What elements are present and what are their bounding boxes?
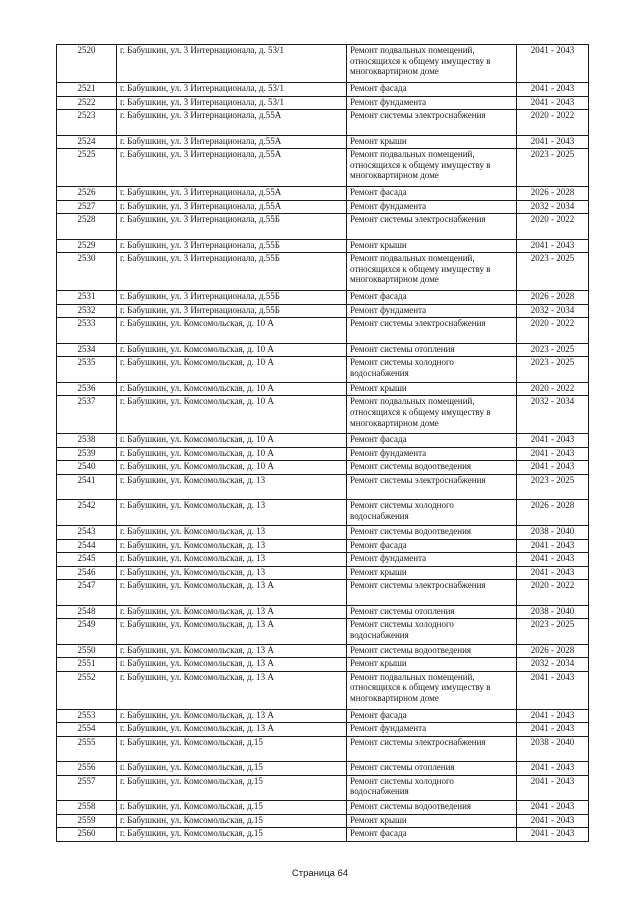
row-number-cell: 2536	[57, 382, 117, 396]
period-cell: 2032 - 2034	[517, 658, 589, 672]
row-number-cell: 2551	[57, 658, 117, 672]
table-row	[57, 149, 589, 187]
work-type-cell: Ремонт подвальных помещений, относящихся к общему имуществу в многоквартирном доме	[347, 671, 517, 709]
table-row	[57, 526, 589, 540]
row-number-cell: 2537	[57, 396, 117, 434]
table-row	[57, 474, 589, 500]
period-cell: 2023 - 2025	[517, 357, 589, 383]
period-cell: 2032 - 2034	[517, 396, 589, 434]
address-cell: г. Бабушкин, ул. 3 Интернационала, д.55Б	[117, 304, 347, 318]
address-cell: г. Бабушкин, ул. Комсомольская, д. 13	[117, 553, 347, 567]
row-number-cell: 2555	[57, 736, 117, 762]
work-type-cell: Ремонт системы отопления	[347, 762, 517, 776]
period-cell: 2020 - 2022	[517, 382, 589, 396]
table-row	[57, 110, 589, 136]
period-cell: 2041 - 2043	[517, 447, 589, 461]
row-number-cell: 2560	[57, 828, 117, 842]
address-cell: г. Бабушкин, ул. 3 Интернационала, д.55Б	[117, 214, 347, 240]
table-row	[57, 83, 589, 97]
work-type-cell: Ремонт подвальных помещений, относящихся к общему имуществу в многоквартирном доме	[347, 396, 517, 434]
row-number-cell: 2525	[57, 149, 117, 187]
row-number-cell: 2553	[57, 709, 117, 723]
address-cell: г. Бабушкин, ул. Комсомольская, д. 13	[117, 566, 347, 580]
work-type-cell: Ремонт крыши	[347, 814, 517, 828]
address-cell: г. Бабушкин, ул. Комсомольская, д. 10 А	[117, 396, 347, 434]
table-row	[57, 461, 589, 475]
work-type-cell: Ремонт системы электроснабжения	[347, 110, 517, 136]
address-cell: г. Бабушкин, ул. Комсомольская, д.15	[117, 814, 347, 828]
row-number-cell: 2523	[57, 110, 117, 136]
table-row	[57, 434, 589, 448]
table-row	[57, 553, 589, 567]
row-number-cell: 2552	[57, 671, 117, 709]
address-cell: г. Бабушкин, ул. Комсомольская, д. 13	[117, 539, 347, 553]
table-row	[57, 775, 589, 801]
table-row	[57, 304, 589, 318]
table-row	[57, 187, 589, 201]
row-number-cell: 2547	[57, 580, 117, 606]
work-type-cell: Ремонт фундамента	[347, 553, 517, 567]
period-cell: 2041 - 2043	[517, 239, 589, 253]
work-type-cell: Ремонт фундамента	[347, 96, 517, 110]
row-number-cell: 2545	[57, 553, 117, 567]
table-row	[57, 539, 589, 553]
work-type-cell: Ремонт фасада	[347, 434, 517, 448]
row-number-cell: 2535	[57, 357, 117, 383]
work-type-cell: Ремонт системы водоотведения	[347, 526, 517, 540]
row-number-cell: 2549	[57, 619, 117, 645]
period-cell: 2023 - 2025	[517, 149, 589, 187]
work-type-cell: Ремонт системы холодного водоснабжения	[347, 619, 517, 645]
table-row	[57, 318, 589, 344]
table-row	[57, 762, 589, 776]
work-type-cell: Ремонт системы холодного водоснабжения	[347, 775, 517, 801]
row-number-cell: 2548	[57, 605, 117, 619]
work-type-cell: Ремонт системы холодного водоснабжения	[347, 500, 517, 526]
period-cell: 2020 - 2022	[517, 580, 589, 606]
work-type-cell: Ремонт системы отопления	[347, 343, 517, 357]
address-cell: г. Бабушкин, ул. Комсомольская, д. 13 А	[117, 580, 347, 606]
period-cell: 2041 - 2043	[517, 775, 589, 801]
address-cell: г. Бабушкин, ул. 3 Интернационала, д.55Б	[117, 253, 347, 291]
row-number-cell: 2550	[57, 644, 117, 658]
work-type-cell: Ремонт системы электроснабжения	[347, 580, 517, 606]
address-cell: г. Бабушкин, ул. 3 Интернационала, д. 53/1	[117, 45, 347, 83]
period-cell: 2041 - 2043	[517, 762, 589, 776]
period-cell: 2020 - 2022	[517, 110, 589, 136]
row-number-cell: 2554	[57, 723, 117, 737]
address-cell: г. Бабушкин, ул. Комсомольская, д. 10 А	[117, 447, 347, 461]
row-number-cell: 2540	[57, 461, 117, 475]
period-cell: 2026 - 2028	[517, 500, 589, 526]
row-number-cell: 2521	[57, 83, 117, 97]
row-number-cell: 2544	[57, 539, 117, 553]
work-type-cell: Ремонт фундамента	[347, 200, 517, 214]
address-cell: г. Бабушкин, ул. 3 Интернационала, д.55А	[117, 149, 347, 187]
period-cell: 2026 - 2028	[517, 644, 589, 658]
table-row	[57, 382, 589, 396]
address-cell: г. Бабушкин, ул. 3 Интернационала, д.55А	[117, 187, 347, 201]
period-cell: 2023 - 2025	[517, 619, 589, 645]
address-cell: г. Бабушкин, ул. Комсомольская, д.15	[117, 801, 347, 815]
table-row	[57, 814, 589, 828]
period-cell: 2032 - 2034	[517, 304, 589, 318]
work-type-cell: Ремонт фасада	[347, 291, 517, 305]
work-type-cell: Ремонт фасада	[347, 187, 517, 201]
period-cell: 2041 - 2043	[517, 709, 589, 723]
address-cell: г. Бабушкин, ул. Комсомольская, д.15	[117, 828, 347, 842]
work-type-cell: Ремонт системы водоотведения	[347, 461, 517, 475]
address-cell: г. Бабушкин, ул. Комсомольская, д. 13 А	[117, 619, 347, 645]
period-cell: 2038 - 2040	[517, 736, 589, 762]
address-cell: г. Бабушкин, ул. Комсомольская, д. 13	[117, 526, 347, 540]
address-cell: г. Бабушкин, ул. Комсомольская, д. 13 А	[117, 658, 347, 672]
work-type-cell: Ремонт крыши	[347, 566, 517, 580]
period-cell: 2041 - 2043	[517, 723, 589, 737]
row-number-cell: 2546	[57, 566, 117, 580]
period-cell: 2026 - 2028	[517, 291, 589, 305]
table-row	[57, 828, 589, 842]
address-cell: г. Бабушкин, ул. Комсомольская, д. 13 А	[117, 644, 347, 658]
period-cell: 2023 - 2025	[517, 474, 589, 500]
work-type-cell: Ремонт крыши	[347, 658, 517, 672]
work-type-cell: Ремонт фундамента	[347, 304, 517, 318]
row-number-cell: 2538	[57, 434, 117, 448]
table-row	[57, 253, 589, 291]
period-cell: 2020 - 2022	[517, 318, 589, 344]
row-number-cell: 2527	[57, 200, 117, 214]
table-row	[57, 580, 589, 606]
period-cell: 2032 - 2034	[517, 200, 589, 214]
address-cell: г. Бабушкин, ул. 3 Интернационала, д. 53/1	[117, 83, 347, 97]
address-cell: г. Бабушкин, ул. Комсомольская, д. 13 А	[117, 605, 347, 619]
work-type-cell: Ремонт фасада	[347, 828, 517, 842]
row-number-cell: 2532	[57, 304, 117, 318]
row-number-cell: 2556	[57, 762, 117, 776]
row-number-cell: 2533	[57, 318, 117, 344]
table-row	[57, 200, 589, 214]
table-row	[57, 291, 589, 305]
table-row	[57, 605, 589, 619]
table-row	[57, 723, 589, 737]
table-row	[57, 135, 589, 149]
address-cell: г. Бабушкин, ул. 3 Интернационала, д.55А	[117, 135, 347, 149]
work-type-cell: Ремонт системы отопления	[347, 605, 517, 619]
period-cell: 2041 - 2043	[517, 539, 589, 553]
work-type-cell: Ремонт фасада	[347, 539, 517, 553]
address-cell: г. Бабушкин, ул. 3 Интернационала, д. 53/1	[117, 96, 347, 110]
address-cell: г. Бабушкин, ул. Комсомольская, д.15	[117, 762, 347, 776]
table-row	[57, 96, 589, 110]
address-cell: г. Бабушкин, ул. Комсомольская, д. 10 А	[117, 434, 347, 448]
row-number-cell: 2529	[57, 239, 117, 253]
address-cell: г. Бабушкин, ул. Комсомольская, д. 13 А	[117, 709, 347, 723]
row-number-cell: 2520	[57, 45, 117, 83]
period-cell: 2041 - 2043	[517, 434, 589, 448]
address-cell: г. Бабушкин, ул. Комсомольская, д.15	[117, 736, 347, 762]
period-cell: 2023 - 2025	[517, 253, 589, 291]
table-row	[57, 500, 589, 526]
address-cell: г. Бабушкин, ул. Комсомольская, д. 10 А	[117, 382, 347, 396]
work-type-cell: Ремонт системы холодного водоснабжения	[347, 357, 517, 383]
period-cell: 2041 - 2043	[517, 566, 589, 580]
address-cell: г. Бабушкин, ул. Комсомольская, д.15	[117, 775, 347, 801]
work-type-cell: Ремонт фасада	[347, 83, 517, 97]
period-cell: 2041 - 2043	[517, 553, 589, 567]
work-type-cell: Ремонт системы электроснабжения	[347, 214, 517, 240]
page-footer: Страница 64	[291, 868, 349, 879]
period-cell: 2041 - 2043	[517, 135, 589, 149]
row-number-cell: 2534	[57, 343, 117, 357]
work-type-cell: Ремонт фундамента	[347, 723, 517, 737]
row-number-cell: 2539	[57, 447, 117, 461]
period-cell: 2041 - 2043	[517, 461, 589, 475]
row-number-cell: 2557	[57, 775, 117, 801]
period-cell: 2041 - 2043	[517, 801, 589, 815]
table-row	[57, 45, 589, 83]
address-cell: г. Бабушкин, ул. Комсомольская, д. 13	[117, 474, 347, 500]
address-cell: г. Бабушкин, ул. 3 Интернационала, д.55А	[117, 200, 347, 214]
work-type-cell: Ремонт подвальных помещений, относящихся к общему имуществу в многоквартирном доме	[347, 253, 517, 291]
period-cell: 2026 - 2028	[517, 187, 589, 201]
address-cell: г. Бабушкин, ул. Комсомольская, д. 13 А	[117, 671, 347, 709]
address-cell: г. Бабушкин, ул. 3 Интернационала, д.55Б	[117, 239, 347, 253]
table-row	[57, 801, 589, 815]
work-type-cell: Ремонт крыши	[347, 382, 517, 396]
address-cell: г. Бабушкин, ул. Комсомольская, д. 13 А	[117, 723, 347, 737]
period-cell: 2020 - 2022	[517, 214, 589, 240]
work-type-cell: Ремонт фундамента	[347, 447, 517, 461]
table-row	[57, 709, 589, 723]
table-row	[57, 447, 589, 461]
table-body	[57, 45, 589, 842]
period-cell: 2041 - 2043	[517, 83, 589, 97]
row-number-cell: 2524	[57, 135, 117, 149]
table-row	[57, 736, 589, 762]
period-cell: 2041 - 2043	[517, 96, 589, 110]
row-number-cell: 2559	[57, 814, 117, 828]
row-number-cell: 2541	[57, 474, 117, 500]
address-cell: г. Бабушкин, ул. 3 Интернационала, д.55А	[117, 110, 347, 136]
row-number-cell: 2526	[57, 187, 117, 201]
address-cell: г. Бабушкин, ул. Комсомольская, д. 10 А	[117, 343, 347, 357]
table-row	[57, 658, 589, 672]
row-number-cell: 2522	[57, 96, 117, 110]
work-type-cell: Ремонт системы водоотведения	[347, 801, 517, 815]
work-type-cell: Ремонт системы электроснабжения	[347, 736, 517, 762]
work-type-cell: Ремонт фасада	[347, 709, 517, 723]
table-row	[57, 214, 589, 240]
address-cell: г. Бабушкин, ул. 3 Интернационала, д.55Б	[117, 291, 347, 305]
table-row	[57, 396, 589, 434]
address-cell: г. Бабушкин, ул. Комсомольская, д. 10 А	[117, 461, 347, 475]
row-number-cell: 2543	[57, 526, 117, 540]
period-cell: 2041 - 2043	[517, 671, 589, 709]
row-number-cell: 2542	[57, 500, 117, 526]
period-cell: 2041 - 2043	[517, 45, 589, 83]
address-cell: г. Бабушкин, ул. Комсомольская, д. 10 А	[117, 357, 347, 383]
table-row	[57, 619, 589, 645]
work-type-cell: Ремонт подвальных помещений, относящихся к общему имуществу в многоквартирном доме	[347, 45, 517, 83]
table-row	[57, 644, 589, 658]
address-cell: г. Бабушкин, ул. Комсомольская, д. 13	[117, 500, 347, 526]
period-cell: 2041 - 2043	[517, 814, 589, 828]
address-cell: г. Бабушкин, ул. Комсомольская, д. 10 А	[117, 318, 347, 344]
row-number-cell: 2558	[57, 801, 117, 815]
work-type-cell: Ремонт системы электроснабжения	[347, 474, 517, 500]
row-number-cell: 2530	[57, 253, 117, 291]
work-type-cell: Ремонт крыши	[347, 135, 517, 149]
table-row	[57, 671, 589, 709]
work-type-cell: Ремонт системы водоотведения	[347, 644, 517, 658]
work-type-cell: Ремонт системы электроснабжения	[347, 318, 517, 344]
work-type-cell: Ремонт подвальных помещений, относящихся к общему имуществу в многоквартирном доме	[347, 149, 517, 187]
period-cell: 2038 - 2040	[517, 605, 589, 619]
row-number-cell: 2528	[57, 214, 117, 240]
period-cell: 2041 - 2043	[517, 828, 589, 842]
table-row	[57, 357, 589, 383]
period-cell: 2038 - 2040	[517, 526, 589, 540]
table-row	[57, 343, 589, 357]
period-cell: 2023 - 2025	[517, 343, 589, 357]
table-row	[57, 239, 589, 253]
repair-schedule-table	[56, 44, 589, 842]
table-row	[57, 566, 589, 580]
work-type-cell: Ремонт крыши	[347, 239, 517, 253]
row-number-cell: 2531	[57, 291, 117, 305]
